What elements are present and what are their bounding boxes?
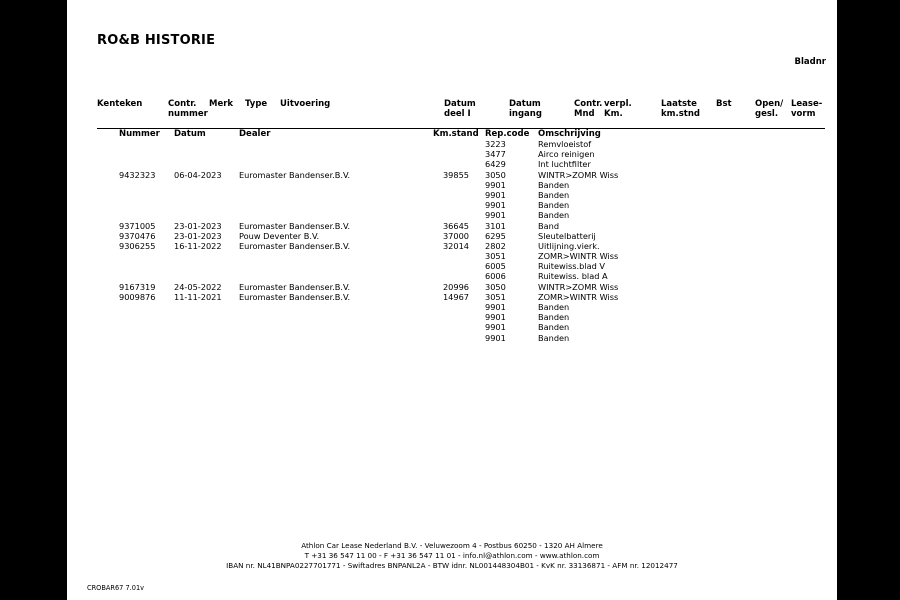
row-kmstand: 14967 [442, 291, 469, 302]
footer-address: Athlon Car Lease Nederland B.V. - Veluwezoom 4 - Postbus 60250 - 1320 AH Almere [301, 541, 603, 550]
header-kenteken: Kenteken [97, 99, 143, 109]
table-row [67, 333, 837, 343]
row-dealer: Euromaster Bandenser.B.V. [239, 220, 351, 231]
row-repcode: 6006 [485, 271, 506, 282]
row-omschrijving: Airco reinigen [538, 149, 595, 160]
subheader-repcode: Rep.code [485, 129, 530, 139]
header-open-gesl: Open/ gesl. [755, 99, 784, 119]
header-datum-deel: Datum deel I [444, 99, 476, 119]
row-repcode: 3050 [485, 281, 506, 292]
row-omschrijving: Banden [538, 302, 570, 312]
row-repcode: 9901 [485, 179, 506, 190]
header-merk: Merk [209, 99, 234, 109]
table-row [67, 322, 837, 332]
row-nummer: 9371005 [119, 220, 156, 231]
row-dealer: Euromaster Bandenser.B.V. [239, 169, 351, 180]
row-repcode: 9901 [485, 200, 506, 211]
table-row [67, 302, 837, 312]
row-dealer: Euromaster Bandenser.B.V. [239, 291, 351, 302]
row-repcode: 9901 [485, 332, 506, 343]
row-omschrijving: Remvloeistof [538, 139, 592, 149]
table-row [67, 159, 837, 169]
row-repcode: 3101 [485, 220, 506, 231]
bladnr-label: Bladnr [794, 57, 826, 67]
row-repcode: 3477 [485, 149, 506, 160]
row-nummer: 9432323 [119, 169, 156, 180]
row-repcode: 9901 [485, 210, 506, 221]
table-row [67, 180, 837, 190]
row-omschrijving: Banden [538, 179, 570, 190]
header-laatste-kmstnd: Laatste km.stnd [661, 99, 700, 119]
row-omschrijving: Banden [538, 210, 570, 221]
footer-registration: IBAN nr. NL41BNPA0227701771 - Swiftadres BNPANL2A - BTW idnr. NL001448304B01 - KvK nr. 33136871 - AFM nr. 12012477 [226, 561, 678, 570]
row-kmstand: 20996 [442, 281, 469, 292]
table-row [67, 139, 837, 149]
header-contr-nummer: Contr. nummer [168, 99, 208, 119]
table-row [67, 190, 837, 200]
header-verpl-km: verpl. Km. [604, 99, 632, 119]
row-repcode: 9901 [485, 189, 506, 200]
row-datum: 23-01-2023 [174, 230, 222, 241]
row-omschrijving: Banden [538, 332, 570, 343]
table-row [67, 271, 837, 281]
subheader-kmstand: Km.stand [433, 129, 479, 139]
row-datum: 24-05-2022 [174, 281, 222, 292]
header-type: Type [245, 99, 268, 109]
row-omschrijving: Int luchtfilter [538, 159, 591, 170]
table-row [67, 221, 837, 231]
header-datum-ingang: Datum ingang [509, 99, 542, 119]
table-row [67, 312, 837, 322]
row-nummer: 9167319 [119, 281, 156, 292]
row-repcode: 6429 [485, 159, 506, 170]
row-kmstand: 39855 [442, 169, 469, 180]
row-omschrijving: WINTR>ZOMR Wiss [538, 281, 619, 292]
row-omschrijving: Ruitewiss. blad A [538, 271, 608, 282]
row-repcode: 3223 [485, 139, 506, 149]
header-bst: Bst [716, 99, 732, 109]
row-repcode: 9901 [485, 322, 506, 333]
table-row [67, 149, 837, 159]
page-title: RO&B HISTORIE [97, 33, 216, 48]
row-nummer: 9009876 [119, 291, 156, 302]
row-omschrijving: Banden [538, 200, 570, 211]
header-lease-vorm: Lease- vorm [791, 99, 823, 119]
row-omschrijving: Banden [538, 189, 570, 200]
row-kmstand: 32014 [442, 240, 469, 251]
row-repcode: 2802 [485, 240, 506, 251]
row-repcode: 3051 [485, 291, 506, 302]
subheader-nummer: Nummer [119, 129, 160, 139]
history-table [67, 139, 837, 343]
row-omschrijving: ZOMR>WINTR Wiss [538, 291, 619, 302]
table-row [67, 241, 837, 251]
row-datum: 11-11-2021 [174, 291, 222, 302]
document-page [67, 0, 837, 600]
row-repcode: 6295 [485, 230, 506, 241]
row-omschrijving: Ruitewiss.blad V [538, 261, 606, 272]
row-omschrijving: Sleutelbatterij [538, 230, 596, 241]
row-datum: 16-11-2022 [174, 240, 222, 251]
row-dealer: Pouw Deventer B.V. [239, 230, 320, 241]
version-label: CROBAR67 7.01v [87, 584, 145, 592]
table-row [67, 251, 837, 261]
table-row [67, 261, 837, 271]
header-contr-mnd: Contr. Mnd [574, 99, 603, 119]
table-row [67, 292, 837, 302]
table-row [67, 231, 837, 241]
row-omschrijving: WINTR>ZOMR Wiss [538, 169, 619, 180]
table-row [67, 200, 837, 210]
row-repcode: 3050 [485, 169, 506, 180]
header-uitvoering: Uitvoering [280, 99, 331, 109]
row-omschrijving: Band [538, 220, 560, 231]
row-repcode: 3051 [485, 251, 506, 262]
table-row [67, 210, 837, 220]
row-dealer: Euromaster Bandenser.B.V. [239, 281, 351, 292]
table-row [67, 170, 837, 180]
subheader-dealer: Dealer [239, 129, 271, 139]
row-datum: 23-01-2023 [174, 220, 222, 231]
row-kmstand: 36645 [442, 220, 469, 231]
row-nummer: 9370476 [119, 230, 156, 241]
row-omschrijving: ZOMR>WINTR Wiss [538, 251, 619, 262]
table-row [67, 282, 837, 292]
row-omschrijving: Banden [538, 322, 570, 333]
row-nummer: 9306255 [119, 240, 156, 251]
row-repcode: 6005 [485, 261, 506, 272]
row-repcode: 9901 [485, 312, 506, 323]
row-repcode: 9901 [485, 302, 506, 312]
subheader-omschrijving: Omschrijving [538, 129, 601, 139]
footer-contact: T +31 36 547 11 00 - F +31 36 547 11 01 - info.nl@athlon.com - www.athlon.com [304, 551, 600, 560]
subheader-datum: Datum [174, 129, 206, 139]
row-dealer: Euromaster Bandenser.B.V. [239, 240, 351, 251]
row-kmstand: 37000 [442, 230, 469, 241]
row-omschrijving: Uitlijning.vierk. [538, 240, 600, 251]
row-omschrijving: Banden [538, 312, 570, 323]
row-datum: 06-04-2023 [174, 169, 222, 180]
